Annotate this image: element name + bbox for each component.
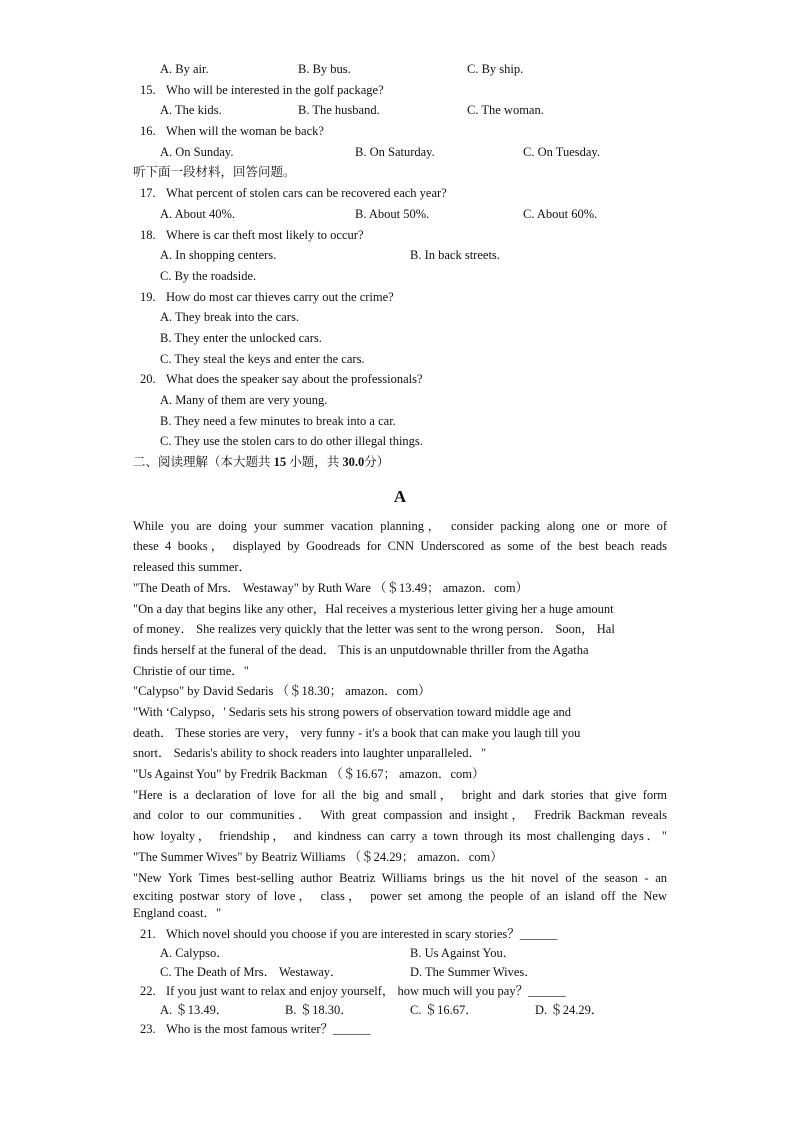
question-17 bbox=[133, 183, 667, 204]
question-22-number: 22. bbox=[140, 984, 156, 999]
question-21-number: 21. bbox=[140, 927, 156, 942]
question-14-option-c: C. By ship. bbox=[467, 62, 524, 76]
question-14-option-a: A. By air. bbox=[160, 62, 209, 76]
book-quote-line: "New York Times best-selling author Beatriz Williams brings us the hit novel of the season - an bbox=[133, 870, 667, 885]
question-18-options-row-1 bbox=[133, 245, 667, 266]
question-16-options bbox=[133, 142, 667, 163]
question-14-options bbox=[133, 59, 667, 80]
question-18-text: Where is car theft most likely to occur? bbox=[166, 227, 364, 242]
section-question-count: 15 bbox=[273, 455, 287, 470]
question-18-option-c: C. By the roadside. bbox=[160, 268, 257, 283]
question-17-text: What percent of stolen cars can be recovered each year? bbox=[166, 186, 447, 201]
intro-line: these 4 books， displayed by Goodreads for CNN Underscored as some of the best beach reads bbox=[133, 539, 667, 554]
question-15-option-a: A. The kids. bbox=[160, 103, 222, 118]
question-15-number: 15. bbox=[140, 82, 156, 97]
question-19-number: 19. bbox=[140, 289, 156, 304]
question-16-text: When will the woman be back? bbox=[166, 124, 324, 139]
book-quote-line: of money． She realizes very quickly that the letter was sent to the wrong person． Soon， Hal bbox=[133, 622, 615, 637]
question-18-option-b: B. In back streets. bbox=[410, 248, 500, 263]
section-heading-middle: 小题，共 bbox=[286, 455, 343, 470]
question-17-options bbox=[133, 204, 667, 225]
question-20-text: What does the speaker say about the professionals? bbox=[166, 372, 423, 387]
question-17-option-b: B. About 50%. bbox=[355, 206, 430, 221]
section-heading-prefix: 二、阅读理解（本大题共 bbox=[133, 455, 274, 470]
question-18 bbox=[133, 225, 667, 246]
question-22-options bbox=[133, 1001, 667, 1020]
book-quote-line: "With ‘Calypso，' Sedaris sets his strong powers of observation toward middle age and bbox=[133, 704, 572, 719]
question-20-option-a: A. Many of them are very young. bbox=[160, 393, 328, 407]
question-21-option-b: B. Us Against You． bbox=[410, 946, 516, 961]
book-quote-line: "Here is a declaration of love for all the big and small， bright and dark stories that give form bbox=[133, 787, 667, 802]
question-21-options-row-2 bbox=[133, 963, 667, 982]
question-15-text: Who will be interested in the golf package? bbox=[166, 82, 384, 97]
question-20 bbox=[133, 369, 667, 390]
question-23-number: 23. bbox=[140, 1022, 156, 1037]
question-17-number: 17. bbox=[140, 186, 156, 201]
book-quote-line: England coast．" bbox=[133, 906, 222, 921]
book-quote-line: and color to our communities． With great compassion and insight， Fredrik Backman reveals bbox=[133, 808, 667, 823]
question-23-text: Who is the most famous writer？______ bbox=[166, 1022, 371, 1037]
book-quote-line: exciting postwar story of love， class， power set among the people of an island off the New bbox=[133, 889, 667, 904]
book-title-line: "The Summer Wives" by Beatriz Williams （＄24.29； amazon．com） bbox=[133, 849, 503, 864]
question-22-option-a: A. ＄13.49． bbox=[160, 1003, 229, 1018]
question-19-text: How do most car thieves carry out the crime? bbox=[166, 289, 394, 304]
question-22-option-b: B. ＄18.30． bbox=[285, 1003, 353, 1018]
question-16-option-a: A. On Sunday. bbox=[160, 144, 234, 159]
intro-line: released this summer． bbox=[133, 560, 252, 575]
question-16 bbox=[133, 121, 667, 142]
question-18-number: 18. bbox=[140, 227, 156, 242]
question-15-option-b: B. The husband. bbox=[298, 103, 380, 118]
book-quote-line: finds herself at the funeral of the dead． This is an unputdownable thriller from the Agatha bbox=[133, 642, 589, 657]
question-17-option-a: A. About 40%. bbox=[160, 206, 235, 221]
question-21-option-d: D. The Summer Wives． bbox=[410, 965, 537, 980]
listening-instruction: 听下面一段材料，回答问题。 bbox=[133, 165, 296, 180]
book-quote-line: death． These stories are very， very funny - it's a book that can make you laugh till you bbox=[133, 725, 581, 740]
question-17-option-c: C. About 60%. bbox=[523, 206, 598, 221]
question-23 bbox=[133, 1020, 667, 1039]
question-16-number: 16. bbox=[140, 124, 156, 139]
question-15-option-c: C. The woman. bbox=[467, 103, 544, 118]
question-22-text: If you just want to relax and enjoy yourself， how much will you pay？______ bbox=[166, 984, 566, 999]
book-title-line: "Calypso" by David Sedaris （＄18.30； amazon．com） bbox=[133, 684, 431, 699]
question-22 bbox=[133, 982, 667, 1001]
question-19-option-c: C. They steal the keys and enter the cars. bbox=[160, 351, 365, 366]
question-14-option-b: B. By bus. bbox=[298, 62, 351, 76]
book-title-line: "Us Against You" by Fredrik Backman （＄16.67； amazon．com） bbox=[133, 767, 485, 782]
question-21 bbox=[133, 925, 667, 944]
question-22-option-d: D. ＄24.29． bbox=[535, 1003, 604, 1018]
question-15-options bbox=[133, 100, 667, 121]
question-15 bbox=[133, 80, 667, 101]
intro-line: While you are doing your summer vacation planning， consider packing along one or more of bbox=[133, 518, 667, 533]
section-heading-suffix: 分） bbox=[364, 455, 390, 470]
question-22-option-c: C. ＄16.67． bbox=[410, 1003, 478, 1018]
question-19-option-b: B. They enter the unlocked cars. bbox=[160, 330, 322, 345]
question-21-options-row-1 bbox=[133, 944, 667, 963]
section-heading bbox=[133, 452, 667, 473]
question-18-option-a: A. In shopping centers. bbox=[160, 248, 277, 263]
question-20-number: 20. bbox=[140, 372, 156, 387]
page-content bbox=[133, 59, 667, 1039]
book-quote-line: snort． Sedaris's ability to shock readers into laughter unparalleled．" bbox=[133, 746, 487, 761]
reading-questions bbox=[133, 925, 667, 1039]
question-19-option-a: A. They break into the cars. bbox=[160, 310, 299, 325]
question-21-option-a: A. Calypso． bbox=[160, 946, 229, 961]
question-19 bbox=[133, 287, 667, 308]
section-score: 30.0 bbox=[342, 455, 365, 470]
book-quote-line: how loyalty， friendship， and kindness can carry a town through its most challenging days．" bbox=[133, 829, 667, 844]
book-title-line: "The Death of Mrs． Westaway" by Ruth Ware （＄13.49； amazon．com） bbox=[133, 580, 529, 595]
question-16-option-b: B. On Saturday. bbox=[355, 144, 435, 159]
book-quote-line: Christie of our time．" bbox=[133, 663, 249, 678]
question-20-option-c: C. They use the stolen cars to do other illegal things. bbox=[160, 434, 423, 449]
question-16-option-c: C. On Tuesday. bbox=[523, 144, 600, 159]
book-quote-line: "On a day that begins like any other，Hal receives a mysterious letter giving her a huge amount bbox=[133, 601, 614, 616]
question-21-option-c: C. The Death of Mrs． Westaway． bbox=[160, 965, 343, 980]
question-21-text: Which novel should you choose if you are interested in scary stories？______ bbox=[166, 927, 558, 942]
question-20-option-b: B. They need a few minutes to break into a car. bbox=[160, 413, 396, 428]
passage-label: A bbox=[393, 486, 407, 506]
